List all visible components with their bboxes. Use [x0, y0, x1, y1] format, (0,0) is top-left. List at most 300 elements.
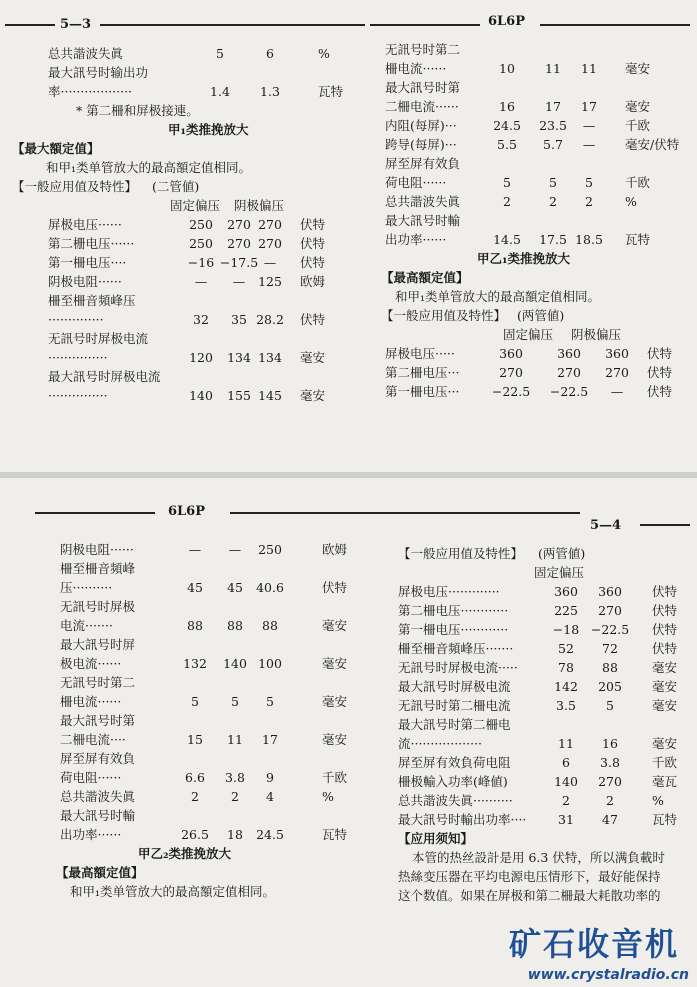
- header-rule: [5, 24, 55, 26]
- tube-model: 6L6P: [488, 14, 526, 29]
- table-row: [48, 82, 368, 101]
- row-label: 最大訊号时第: [60, 713, 136, 728]
- row-label: 总共諧波失眞··········: [398, 793, 513, 808]
- table-row: [48, 253, 368, 272]
- row-value: —: [610, 384, 624, 399]
- row-label: 第二柵电压···: [385, 365, 460, 380]
- row-unit: 毫安/伏特: [625, 137, 680, 152]
- row-unit: %: [318, 46, 330, 61]
- table-row: [385, 154, 690, 173]
- row-label: 总共諧波失眞: [48, 46, 124, 61]
- row-value: 2: [503, 194, 511, 209]
- row-unit: 瓦特: [322, 827, 348, 842]
- table-row: [385, 230, 690, 249]
- watermark-brand: 矿石收音机: [508, 925, 679, 963]
- column-headers: [398, 563, 693, 582]
- table-row: [398, 582, 693, 601]
- section-title-text: 甲₁类推挽放大: [168, 122, 249, 137]
- row-value: 24.5: [256, 827, 284, 842]
- row-label: 压··········: [60, 580, 113, 595]
- table-row: [60, 806, 380, 825]
- row-unit: 毫安: [322, 656, 348, 671]
- section-text-text: 和甲₁类单管放大的最高額定值相同。: [395, 289, 601, 304]
- table-row: [385, 97, 690, 116]
- row-value: 72: [602, 641, 618, 656]
- table-row: [398, 791, 693, 810]
- row-unit: 毫安: [300, 350, 326, 365]
- row-value: 4: [266, 789, 274, 804]
- right-column: [381, 40, 690, 401]
- table-row: [60, 692, 380, 711]
- row-label: 电流·······: [60, 618, 113, 633]
- table-row: [60, 597, 380, 616]
- section-heading: [398, 544, 693, 563]
- row-label: 柵极輸入功率(峰値): [398, 774, 508, 789]
- section-heading-text: 【最大額定值】: [12, 141, 100, 156]
- row-label: 内阻(每屏)···: [385, 118, 457, 133]
- row-label: 第一柵电压····: [48, 255, 127, 270]
- row-label: 无訊号时屏极: [60, 599, 136, 614]
- row-value: 6: [266, 46, 274, 61]
- row-value: —: [194, 274, 208, 289]
- row-label: 极电流······: [60, 656, 122, 671]
- row-unit: 千欧: [652, 755, 678, 770]
- row-value: −16: [187, 255, 215, 270]
- row-value: 145: [258, 388, 282, 403]
- table-row: [48, 234, 368, 253]
- table-row: [385, 59, 690, 78]
- row-label: 出功率······: [385, 232, 447, 247]
- row-value: 16: [602, 736, 618, 751]
- row-value: 5: [216, 46, 224, 61]
- section-heading-a: 【一般应用值及特性】: [398, 546, 524, 561]
- section-title: [385, 249, 690, 268]
- section-text: [48, 158, 368, 177]
- row-unit: 伏特: [652, 622, 678, 637]
- row-label: 阴极电阻······: [60, 542, 134, 557]
- table-row: [398, 639, 693, 658]
- row-label: 无訊号时屏极电流·····: [398, 660, 518, 675]
- row-value: 140: [189, 388, 213, 403]
- row-unit: 伏特: [647, 384, 673, 399]
- table-row: [385, 116, 690, 135]
- row-value: —: [582, 137, 596, 152]
- table-row: [48, 215, 368, 234]
- table-row: [60, 673, 380, 692]
- row-value: 125: [258, 274, 282, 289]
- row-value: 134: [258, 350, 282, 365]
- row-value: 78: [558, 660, 574, 675]
- row-value: 17.5: [539, 232, 567, 247]
- row-label: 最大訊号时第: [385, 80, 461, 95]
- section-heading-b: (二管値): [152, 179, 200, 194]
- row-label: 无訊号时第二: [60, 675, 136, 690]
- table-row: [398, 810, 693, 829]
- row-unit: 伏特: [647, 365, 673, 380]
- row-label: 屏极电压·············: [398, 584, 500, 599]
- row-value: 26.5: [181, 827, 209, 842]
- row-label: 屏极电压·····: [385, 346, 455, 361]
- row-unit: 伏特: [652, 603, 678, 618]
- page-top: [0, 0, 697, 475]
- row-value: —: [263, 255, 277, 270]
- row-label: 最大訊号时輸出功率····: [398, 812, 527, 827]
- row-value: −18: [552, 622, 580, 637]
- table-row: [60, 559, 380, 578]
- row-unit: 瓦特: [652, 812, 678, 827]
- row-value: 16: [499, 99, 515, 114]
- row-unit: 伏特: [647, 346, 673, 361]
- row-value: 6: [562, 755, 570, 770]
- section-heading-a: 【一般应用值及特性】: [381, 308, 507, 323]
- table-row: [398, 696, 693, 715]
- row-label: 阴极电阻······: [48, 274, 122, 289]
- table-row: [398, 753, 693, 772]
- table-row: [385, 192, 690, 211]
- row-value: 3.5: [556, 698, 576, 713]
- row-value: 88: [262, 618, 278, 633]
- column-headers-b: 阴极偏压: [571, 327, 622, 342]
- section-title: [60, 844, 380, 863]
- row-value: 88: [602, 660, 618, 675]
- row-unit: 千欧: [625, 118, 651, 133]
- row-value: 5: [606, 698, 614, 713]
- row-unit: 毫瓦: [652, 774, 678, 789]
- table-row: [398, 734, 693, 753]
- row-label: ···············: [48, 388, 108, 403]
- row-unit: %: [625, 194, 637, 209]
- row-value: 3.8: [600, 755, 620, 770]
- row-value: 47: [602, 812, 618, 827]
- table-row: [60, 711, 380, 730]
- row-label: 最大訊号时輸: [385, 213, 461, 228]
- row-value: 360: [554, 584, 578, 599]
- row-label: 柵至柵音頻峰压: [48, 293, 136, 308]
- row-value: 225: [554, 603, 578, 618]
- row-unit: 毫安: [652, 698, 678, 713]
- row-value: 6.6: [185, 770, 205, 785]
- row-value: 28.2: [256, 312, 284, 327]
- row-unit: 毫安: [652, 736, 678, 751]
- row-value: 17: [262, 732, 278, 747]
- table-row: [60, 730, 380, 749]
- row-value: 250: [189, 217, 213, 232]
- header-rule: [370, 24, 480, 26]
- row-value: 17: [581, 99, 597, 114]
- row-value: 5: [266, 694, 274, 709]
- row-value: 360: [499, 346, 523, 361]
- row-unit: 千欧: [625, 175, 651, 190]
- tube-model: 6L6P: [168, 504, 206, 519]
- row-unit: 毫安: [625, 99, 651, 114]
- row-label: 第一柵电压············: [398, 622, 509, 637]
- column-headers-a: 固定偏压: [503, 327, 554, 342]
- row-label: 荷电阻······: [385, 175, 447, 190]
- row-value: 270: [499, 365, 523, 380]
- row-value: 1.3: [260, 84, 280, 99]
- section-title-text: 甲乙₂类推挽放大: [138, 846, 231, 861]
- section-heading-a: 【一般应用值及特性】: [12, 179, 138, 194]
- row-label: 屏至屏有效負: [385, 156, 461, 171]
- left-column: [12, 44, 368, 405]
- table-row: [60, 825, 380, 844]
- row-value: 5: [585, 175, 593, 190]
- row-value: 11: [558, 736, 574, 751]
- row-unit: %: [652, 793, 664, 808]
- row-value: 2: [549, 194, 557, 209]
- column-headers-text: 固定偏压: [534, 565, 585, 580]
- row-value: 2: [191, 789, 199, 804]
- header-rule: [35, 512, 155, 514]
- row-label: 屏极电压······: [48, 217, 122, 232]
- table-row: [385, 135, 690, 154]
- row-value: 360: [605, 346, 629, 361]
- page-number: 5—4: [590, 518, 622, 533]
- section-heading: [381, 268, 690, 287]
- row-value: 250: [258, 542, 282, 557]
- row-value: 360: [598, 584, 622, 599]
- table-row: [398, 677, 693, 696]
- row-label: 无訊号时屏极电流: [48, 331, 149, 346]
- row-value: 5: [503, 175, 511, 190]
- section-heading: [12, 177, 368, 196]
- table-row: [385, 173, 690, 192]
- row-label: 最大訊号时屏极电流: [398, 679, 511, 694]
- section-heading: [398, 829, 693, 848]
- row-value: −22.5: [549, 384, 589, 399]
- row-unit: 伏特: [652, 641, 678, 656]
- row-value: —: [188, 542, 202, 557]
- row-value: 155: [227, 388, 251, 403]
- row-unit: 伏特: [300, 312, 326, 327]
- table-row: [385, 363, 690, 382]
- row-label: 柵电流······: [385, 61, 447, 76]
- row-value: 1.4: [210, 84, 230, 99]
- row-value: 270: [227, 236, 251, 251]
- row-label: 二柵电流······: [385, 99, 459, 114]
- table-row: [60, 768, 380, 787]
- row-unit: 毫安: [652, 660, 678, 675]
- row-label: 柵电流······: [60, 694, 122, 709]
- row-value: 11: [227, 732, 243, 747]
- row-value: 32: [193, 312, 209, 327]
- row-value: 2: [231, 789, 239, 804]
- column-headers-b: 阴极偏压: [234, 198, 285, 213]
- row-value: −22.5: [590, 622, 630, 637]
- row-label: 屏至屏有效負: [60, 751, 136, 766]
- section-text: [385, 287, 690, 306]
- paragraph-line: [398, 886, 693, 905]
- row-value: −17.5: [219, 255, 259, 270]
- row-value: 15: [187, 732, 203, 747]
- row-label: 第一柵电压···: [385, 384, 460, 399]
- row-value: 270: [258, 217, 282, 232]
- column-headers-a: 固定偏压: [170, 198, 221, 213]
- table-row: [48, 272, 368, 291]
- table-row: [60, 654, 380, 673]
- table-row: [385, 211, 690, 230]
- table-row: [48, 367, 368, 386]
- table-row: [48, 329, 368, 348]
- row-value: 270: [605, 365, 629, 380]
- row-value: 5: [231, 694, 239, 709]
- row-value: 2: [585, 194, 593, 209]
- section-text: [60, 882, 380, 901]
- row-value: 120: [189, 350, 213, 365]
- row-unit: 毫安: [625, 61, 651, 76]
- table-row: [48, 44, 368, 63]
- row-label: 出功率······: [60, 827, 122, 842]
- row-value: —: [228, 542, 242, 557]
- row-label: 柵至柵音頻峰: [60, 561, 136, 576]
- row-value: 5: [191, 694, 199, 709]
- table-row: [398, 715, 693, 734]
- table-row: [398, 772, 693, 791]
- row-value: 360: [557, 346, 581, 361]
- row-value: 11: [545, 61, 561, 76]
- row-label: 无訊号时第二: [385, 42, 461, 57]
- section-heading-text: 【最高額定值】: [56, 865, 144, 880]
- row-label: 流··················: [398, 736, 483, 751]
- section-heading-text: 【最高額定值】: [381, 270, 469, 285]
- row-value: 100: [258, 656, 282, 671]
- row-value: 270: [598, 603, 622, 618]
- table-row: [48, 291, 368, 310]
- row-value: 2: [562, 793, 570, 808]
- column-headers: [48, 196, 368, 215]
- section-heading: [12, 139, 368, 158]
- row-value: 10: [499, 61, 515, 76]
- row-label: 总共諧波失眞: [385, 194, 461, 209]
- row-unit: 瓦特: [318, 84, 344, 99]
- page-number: 5—3: [60, 17, 92, 32]
- row-value: 205: [598, 679, 622, 694]
- page-bottom: [0, 478, 697, 987]
- header-rule: [640, 524, 690, 526]
- row-value: 24.5: [493, 118, 521, 133]
- row-unit: 欧姆: [300, 274, 326, 289]
- row-label: 第二栅电压······: [48, 236, 135, 251]
- row-value: 23.5: [539, 118, 567, 133]
- table-row: [60, 787, 380, 806]
- paragraph-line-text: 本管的热丝設計是用 6.3 伏特，所以满負載时: [412, 850, 665, 865]
- section-title-text: 甲乙₁类推挽放大: [477, 251, 570, 266]
- row-unit: 毫安: [322, 732, 348, 747]
- row-value: 5: [549, 175, 557, 190]
- section-title: [48, 120, 368, 139]
- row-value: 18.5: [575, 232, 603, 247]
- row-label: 总共諧波失眞: [60, 789, 136, 804]
- row-value: 31: [558, 812, 574, 827]
- watermark-url: www.crystalradio.cn: [527, 967, 689, 983]
- row-value: 134: [227, 350, 251, 365]
- section-heading: [56, 863, 380, 882]
- row-value: 270: [598, 774, 622, 789]
- row-label: 屏至屏有效負荷电阻: [398, 755, 511, 770]
- table-row: [385, 40, 690, 59]
- row-unit: 毫安: [322, 694, 348, 709]
- row-label: 最大訊号时第二柵电: [398, 717, 511, 732]
- paragraph-line-text: 这个数值。如果在屏极和第二柵最大耗散功率的: [398, 888, 661, 903]
- row-unit: 毫安: [300, 388, 326, 403]
- row-unit: 瓦特: [625, 232, 651, 247]
- section-text-text: 和甲₁类单管放大的最高額定值相同。: [70, 884, 276, 899]
- row-label: 最大訊号时输出功: [48, 65, 149, 80]
- row-label: 最大訊号时屏: [60, 637, 136, 652]
- row-label: 荷电阻······: [60, 770, 122, 785]
- section-heading: [381, 306, 690, 325]
- row-value: 5.7: [543, 137, 563, 152]
- row-unit: 欧姆: [322, 542, 348, 557]
- row-value: 11: [581, 61, 597, 76]
- row-value: 40.6: [256, 580, 284, 595]
- row-value: 270: [227, 217, 251, 232]
- row-value: 35: [231, 312, 247, 327]
- row-value: 270: [258, 236, 282, 251]
- row-label: 跨导(每屏)···: [385, 137, 457, 152]
- table-row: [48, 386, 368, 405]
- row-unit: 伏特: [652, 584, 678, 599]
- footnote: [48, 101, 368, 120]
- row-label: 二柵电流····: [60, 732, 126, 747]
- row-unit: 毫安: [652, 679, 678, 694]
- row-value: 45: [227, 580, 243, 595]
- section-text-text: 和甲₁类单管放大的最高額定值相同。: [46, 160, 252, 175]
- section-heading-text: 【应用须知】: [398, 831, 474, 846]
- left-column: [56, 540, 380, 901]
- row-value: 270: [557, 365, 581, 380]
- column-headers: [385, 325, 690, 344]
- row-label: ···············: [48, 350, 108, 365]
- table-row: [385, 78, 690, 97]
- table-row: [48, 310, 368, 329]
- table-row: [398, 658, 693, 677]
- paragraph-line-text: 热絲变压器在平均电源电压情形下，最好能保持: [398, 869, 661, 884]
- row-value: 250: [189, 236, 213, 251]
- row-unit: 伏特: [322, 580, 348, 595]
- row-value: 140: [554, 774, 578, 789]
- header-rule: [100, 24, 365, 26]
- row-value: —: [232, 274, 246, 289]
- row-value: 132: [183, 656, 207, 671]
- row-value: 52: [558, 641, 574, 656]
- table-row: [398, 601, 693, 620]
- row-unit: 毫安: [322, 618, 348, 633]
- right-column: [398, 544, 693, 905]
- row-value: 142: [554, 679, 578, 694]
- row-value: 18: [227, 827, 243, 842]
- row-value: 88: [187, 618, 203, 633]
- row-value: 9: [266, 770, 274, 785]
- row-value: 3.8: [225, 770, 245, 785]
- row-label: 第二柵电压············: [398, 603, 509, 618]
- row-value: 2: [606, 793, 614, 808]
- table-row: [60, 635, 380, 654]
- table-row: [398, 620, 693, 639]
- row-value: 45: [187, 580, 203, 595]
- row-label: 无訊号时第二柵电流: [398, 698, 511, 713]
- table-row: [60, 578, 380, 597]
- footnote-text: * 第二柵和屏极接連。: [76, 103, 199, 118]
- row-label: 最大訊号时屏极电流: [48, 369, 161, 384]
- row-value: −22.5: [491, 384, 531, 399]
- section-heading-b: (两管値): [517, 308, 565, 323]
- row-value: 5.5: [497, 137, 517, 152]
- row-label: 最大訊号时輸: [60, 808, 136, 823]
- table-row: [60, 616, 380, 635]
- row-unit: 伏特: [300, 255, 326, 270]
- header-rule: [230, 512, 580, 514]
